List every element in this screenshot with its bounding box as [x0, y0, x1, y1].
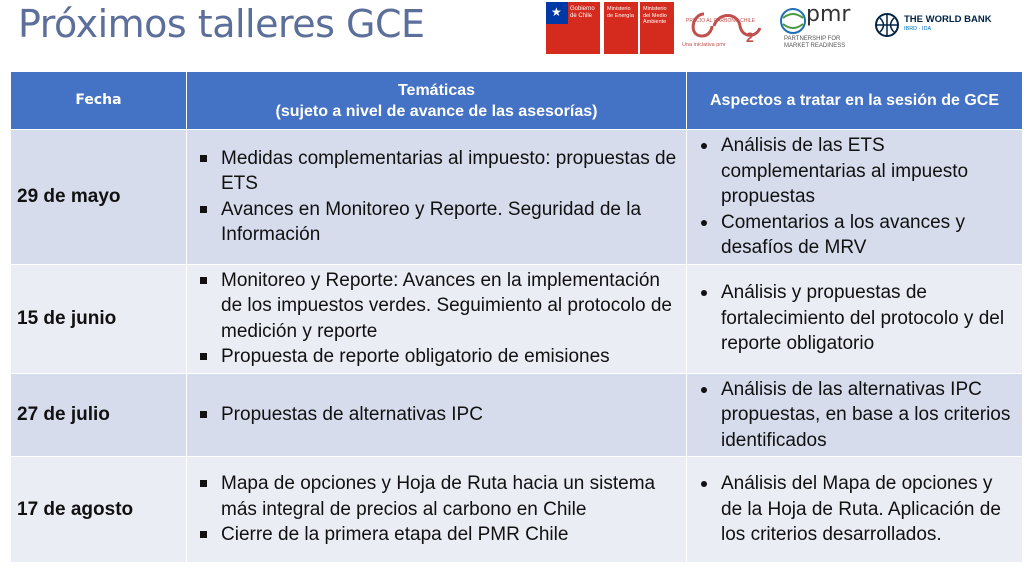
workshops-table: [10, 71, 1023, 563]
header-aspectos: Aspectos a tratar en la sesión de GCE: [687, 72, 1023, 130]
topic-item: Medidas complementarias al impuesto: propuestas de ETS: [193, 146, 680, 197]
gobierno-de-chile-logo: [546, 2, 600, 54]
world-bank-subtext: IBRD · IDA: [904, 26, 932, 32]
aspect-item: Análisis del Mapa de opciones y de la Hoja de Ruta. Aplicación de los criterios desarrollados.: [693, 471, 1016, 548]
pmr-subtitle-line-1: PARTNERSHIP FOR: [784, 36, 841, 42]
ministerio-energia-logo: [604, 2, 638, 54]
ministerio-medio-ambiente-text: Ministerio del Medio Ambiente: [643, 6, 667, 25]
svg-text:2: 2: [746, 29, 754, 44]
world-bank-globe-icon: [874, 12, 900, 38]
header-tematicas: [187, 72, 687, 130]
globe-icon: [778, 6, 808, 36]
row-date: 15 de junio: [11, 264, 187, 373]
co2-swirl-icon: [682, 8, 766, 44]
header-tematicas-subtitle: (sujeto a nivel de avance de las asesorías): [275, 102, 598, 120]
aspect-item: Análisis y propuestas de fortalecimiento del protocolo y del reporte obligatorio: [693, 280, 1016, 357]
topic-item: Avances en Monitoreo y Reporte. Seguridad de la Información: [193, 197, 680, 248]
precio-carbono-tagline: Una iniciativa pmr: [682, 42, 726, 48]
topic-item: Cierre de la primera etapa del PMR Chile: [193, 522, 680, 548]
row-topics: [187, 373, 687, 457]
ministerio-medio-ambiente-logo: [640, 2, 674, 54]
aspect-item: Análisis de las ETS complementarias al impuesto propuestas: [693, 133, 1016, 210]
world-bank-logo: [874, 12, 1004, 42]
aspect-item: Análisis de las alternativas IPC propuestas, en base a los criterios identificados: [693, 377, 1016, 454]
page-title: Próximos talleres GCE: [18, 2, 425, 46]
world-bank-text: THE WORLD BANK: [904, 14, 992, 25]
header-fecha: Fecha: [11, 72, 187, 130]
topic-item: Propuestas de alternativas IPC: [193, 402, 680, 428]
ministerio-energia-text: Ministerio de Energía: [607, 6, 634, 19]
pmr-subtitle-line-2: MARKET READINESS: [784, 43, 846, 49]
pmr-logo-text: pmr: [806, 2, 851, 27]
topic-item: Monitoreo y Reporte: Avances en la implementación de los impuestos verdes. Seguimiento al protocolo de medición y reporte: [193, 268, 680, 345]
table-header-row: [11, 72, 1023, 130]
topic-item: Propuesta de reporte obligatorio de emisiones: [193, 344, 680, 370]
row-topics: [187, 130, 687, 265]
precio-carbono-logo: [682, 8, 766, 54]
row-topics: [187, 264, 687, 373]
row-aspects: [687, 264, 1023, 373]
row-date: 27 de julio: [11, 373, 187, 457]
row-aspects: [687, 373, 1023, 457]
pmr-subtitle: [784, 36, 845, 50]
workshops-table-container: [10, 71, 1022, 563]
gobierno-logo-text: Gobierno de Chile: [570, 6, 595, 19]
row-date: 17 de agosto: [11, 457, 187, 563]
table-row: [11, 264, 1023, 373]
precio-carbono-text: PRECIO AL CARBONO CHILE: [686, 18, 755, 24]
flag-band: [546, 2, 568, 24]
row-aspects: [687, 130, 1023, 265]
star-icon: ★: [551, 5, 562, 19]
row-aspects: [687, 457, 1023, 563]
row-topics: [187, 457, 687, 563]
pmr-logo: [778, 4, 868, 56]
topic-item: Mapa de opciones y Hoja de Ruta hacia un sistema más integral de precios al carbono en Chile: [193, 471, 680, 522]
table-row: [11, 457, 1023, 563]
table-row: [11, 373, 1023, 457]
aspect-item: Comentarios a los avances y desafíos de MRV: [693, 210, 1016, 261]
row-date: 29 de mayo: [11, 130, 187, 265]
header-tematicas-title: Temáticas: [397, 81, 476, 99]
table-row: [11, 130, 1023, 265]
